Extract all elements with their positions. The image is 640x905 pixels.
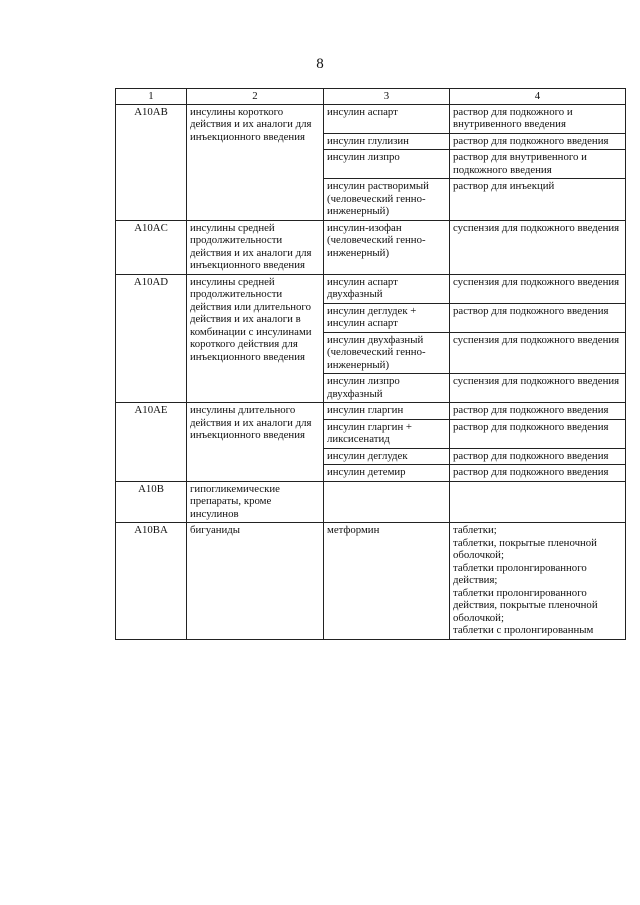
dosage-form-cell: раствор для внутривенного и подкожного введения	[450, 150, 626, 179]
column-header: 4	[450, 89, 626, 105]
column-header: 2	[187, 89, 324, 105]
drug-name-cell: метформин	[324, 523, 450, 640]
drug-name-cell: инсулин детемир	[324, 465, 450, 482]
drug-name-cell: инсулин деглудек	[324, 448, 450, 465]
dosage-form-cell: суспензия для подкожного введения	[450, 332, 626, 374]
atc-code-cell: A10AD	[116, 274, 187, 403]
column-header: 3	[324, 89, 450, 105]
drug-name-cell: инсулин-изофан (человеческий генно-инженерный)	[324, 220, 450, 274]
dosage-form-cell: раствор для подкожного введения	[450, 419, 626, 448]
anatomical-group-cell: инсулины средней продолжительности действия и их аналоги для инъекционного введения	[187, 220, 324, 274]
dosage-form-cell: таблетки; таблетки, покрытые пленочной оболочкой; таблетки пролонгированного действия; таблетки пролонгированного действия, покрытые пленочной оболочкой; таблетки с пролонгированным	[450, 523, 626, 640]
drug-name-cell: инсулин аспарт	[324, 104, 450, 133]
dosage-form-cell	[450, 481, 626, 523]
dosage-form-cell: суспензия для подкожного введения	[450, 274, 626, 303]
drug-table	[115, 88, 626, 640]
atc-code-cell: A10AC	[116, 220, 187, 274]
atc-code-cell: A10BA	[116, 523, 187, 640]
drug-name-cell: инсулин аспарт двухфазный	[324, 274, 450, 303]
anatomical-group-cell: инсулины короткого действия и их аналоги для инъекционного введения	[187, 104, 324, 220]
anatomical-group-cell: инсулины средней продолжительности действия или длительного действия и их аналоги в комбинации с инсулинами короткого действия для инъекционного введения	[187, 274, 324, 403]
drug-name-cell: инсулин гларгин + ликсисенатид	[324, 419, 450, 448]
table-header-row	[116, 89, 626, 105]
drug-name-cell: инсулин глулизин	[324, 133, 450, 150]
table-row	[116, 274, 626, 303]
dosage-form-cell: суспензия для подкожного введения	[450, 374, 626, 403]
anatomical-group-cell: инсулины длительного действия и их аналоги для инъекционного введения	[187, 403, 324, 482]
anatomical-group-cell: бигуаниды	[187, 523, 324, 640]
drug-name-cell: инсулин лизпро	[324, 150, 450, 179]
dosage-form-cell: суспензия для подкожного введения	[450, 220, 626, 274]
table-row	[116, 481, 626, 523]
atc-code-cell: A10AE	[116, 403, 187, 482]
dosage-form-cell: раствор для подкожного введения	[450, 448, 626, 465]
table-row	[116, 220, 626, 274]
drug-name-cell: инсулин деглудек + инсулин аспарт	[324, 303, 450, 332]
drug-name-cell	[324, 481, 450, 523]
column-header: 1	[116, 89, 187, 105]
table-row	[116, 403, 626, 420]
drug-name-cell: инсулин гларгин	[324, 403, 450, 420]
dosage-form-cell: раствор для подкожного введения	[450, 403, 626, 420]
dosage-form-cell: раствор для инъекций	[450, 179, 626, 221]
drug-name-cell: инсулин лизпро двухфазный	[324, 374, 450, 403]
table-body	[116, 104, 626, 639]
dosage-form-cell: раствор для подкожного введения	[450, 133, 626, 150]
anatomical-group-cell: гипогликемические препараты, кроме инсулинов	[187, 481, 324, 523]
table-row	[116, 523, 626, 640]
atc-code-cell: A10B	[116, 481, 187, 523]
dosage-form-cell: раствор для подкожного введения	[450, 465, 626, 482]
dosage-form-cell: раствор для подкожного введения	[450, 303, 626, 332]
dosage-form-cell: раствор для подкожного и внутривенного введения	[450, 104, 626, 133]
drug-name-cell: инсулин растворимый (человеческий генно-инженерный)	[324, 179, 450, 221]
table-row	[116, 104, 626, 133]
drug-name-cell: инсулин двухфазный (человеческий генно-инженерный)	[324, 332, 450, 374]
page-number: 8	[316, 56, 324, 72]
atc-code-cell: A10AB	[116, 104, 187, 220]
